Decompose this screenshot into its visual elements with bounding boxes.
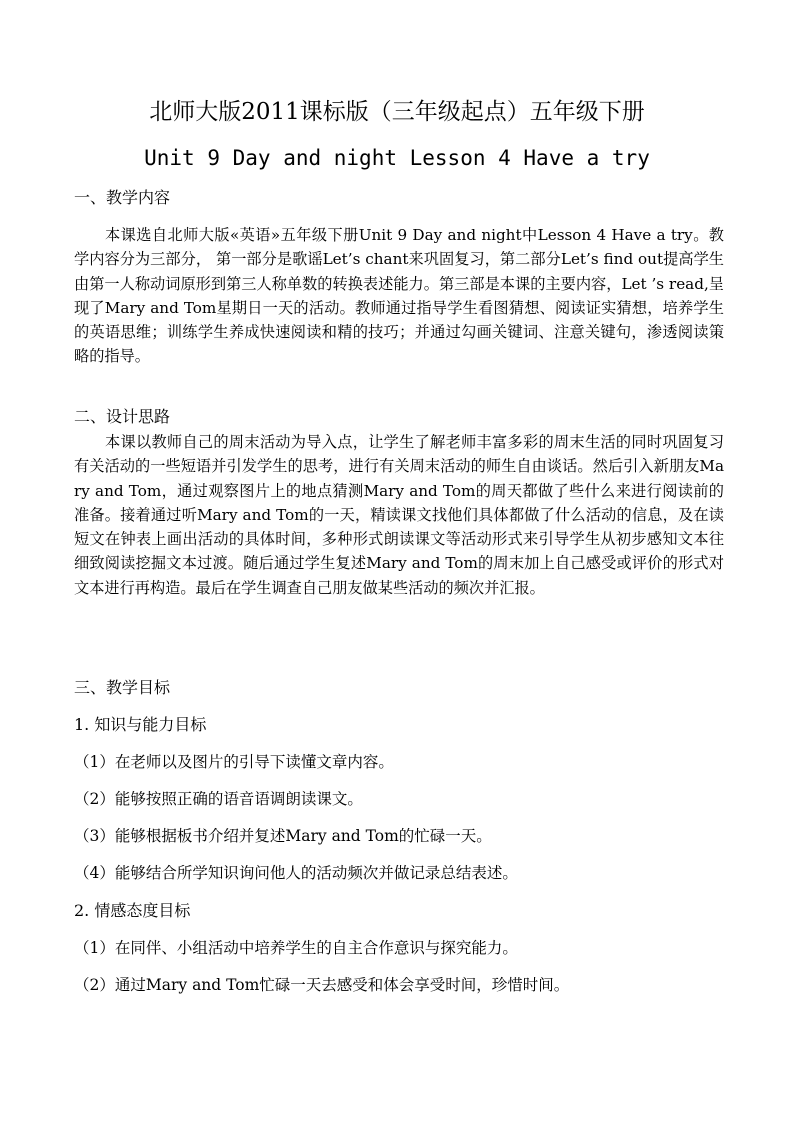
section-heading-design-idea: 二、设计思路 — [74, 407, 171, 426]
subsection-heading-emotional-attitude: 2. 情感态度目标 — [74, 901, 191, 920]
section-paragraph-teaching-content: 本课选自北师大版«英语»五年级下册Unit 9 Day and night中Lesson 4 Have a try。教学内容分为三部分， 第一部分是歌谣Let’s chant来巩固复习，第二部分Let’s find out提高学生由第一人称动词原形到第三人称单数的转换表述能力。第三部是本课的主要内容，Let ’s read,呈现了Mary and Tom星期日一天的活动。教师通过指导学生看图猜想、阅读证实猜想，培养学生的英语思维；训练学生养成快速阅读和精的技巧；并通过勾画关键词、注意关键句，渗透阅读策略的指导。 — [74, 226, 724, 366]
goal-item: （3）能够根据板书介绍并复述Mary and Tom的忙碌一天。 — [74, 827, 492, 845]
section-heading-teaching-goals: 三、教学目标 — [74, 678, 171, 697]
document-subtitle: Unit 9 Day and night Lesson 4 Have a try — [144, 146, 650, 170]
goal-item: （1）在老师以及图片的引导下读懂文章内容。 — [74, 753, 394, 771]
section-paragraph-design-idea: 本课以教师自己的周末活动为导入点，让学生了解老师丰富多彩的周末生活的同时巩固复习有关活动的一些短语并引发学生的思考，进行有关周末活动的师生自由谈话。然后引入新朋友Mary and Tom，通过观察图片上的地点猜测Mary and Tom的周天都做了些什么来进行阅读前的准备。接着通过听Mary and Tom的一天，精读课文找他们具体都做了什么活动的信息，及在读短文在钟表上画出活动的具体时间，多种形式朗读课文等活动形式来引导学生从初步感知文本往细致阅读挖掘文本过渡。随后通过学生复述Mary and Tom的周末加上自己感受或评价的形式对文本进行再构造。最后在学生调查自己朋友做某些活动的频次并汇报。 — [74, 433, 724, 597]
goal-item: （2）能够按照正确的语音语调朗读课文。 — [74, 790, 363, 808]
subsection-heading-knowledge-ability: 1. 知识与能力目标 — [74, 715, 207, 734]
section-heading-teaching-content: 一、教学内容 — [74, 188, 171, 207]
goal-item: （2）通过Mary and Tom忙碌一天去感受和体会享受时间，珍惜时间。 — [74, 976, 570, 994]
goal-item: （1）在同伴、小组活动中培养学生的自主合作意识与探究能力。 — [74, 939, 518, 957]
document-title: 北师大版2011课标版（三年级起点）五年级下册 — [149, 99, 645, 125]
goal-item: （4）能够结合所学知识询问他人的活动频次并做记录总结表述。 — [74, 864, 518, 882]
